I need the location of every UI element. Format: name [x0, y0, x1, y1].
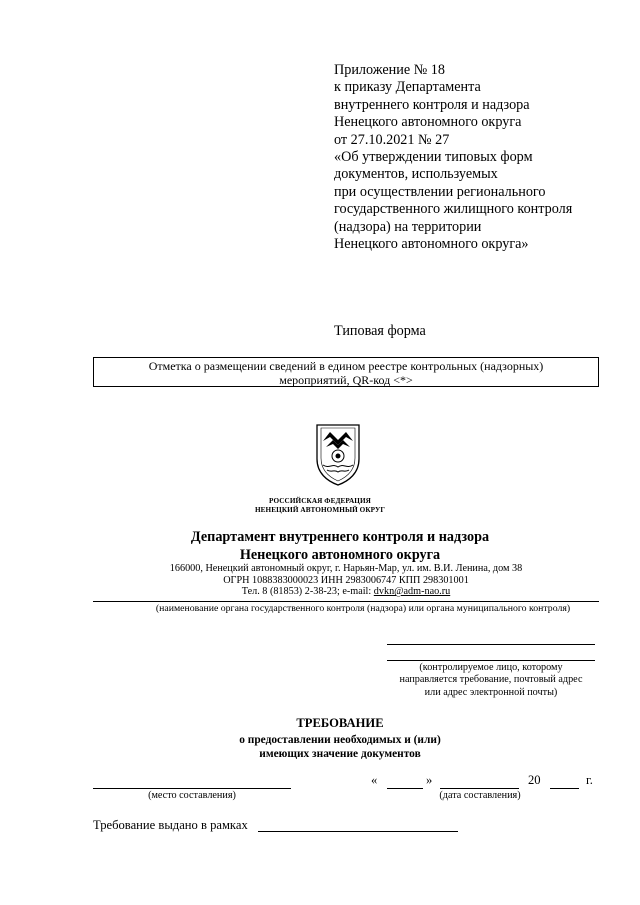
place-field[interactable] — [93, 788, 291, 789]
authority-caption: (наименование органа государственного контроля (надзора) или органа муниципального контроля) — [155, 603, 571, 614]
appendix-line: к приказу Департамента — [334, 79, 481, 96]
department-address: 166000, Ненецкий автономный округ, г. Нарьян-Мар, ул. им. В.И. Ленина, дом 38 — [169, 563, 523, 574]
department-name-line2: Ненецкого автономного округа — [239, 546, 441, 563]
issued-label: Требование выдано в рамках — [93, 818, 248, 832]
year-field[interactable] — [550, 788, 579, 789]
quote-close: » — [426, 773, 433, 787]
appendix-header — [334, 62, 634, 253]
appendix-line: при осуществлении регионального — [334, 183, 546, 200]
authority-divider — [93, 601, 599, 602]
department-address-block — [0, 563, 640, 598]
requirement-subtitle — [0, 733, 640, 761]
department-name — [0, 529, 640, 564]
recipient-line-2 — [387, 660, 595, 661]
emblem-caption-region: НЕНЕЦКИЙ АВТОНОМНЫЙ ОКРУГ — [254, 506, 386, 514]
appendix-line: (надзора) на территории — [334, 218, 482, 235]
quote-open: « — [371, 773, 378, 787]
appendix-line: Приложение № 18 — [334, 62, 445, 78]
contacts-phone: Тел. 8 (81853) 2-38-23; e-mail: — [241, 586, 374, 598]
year-prefix: 20 — [528, 773, 541, 787]
day-field[interactable] — [387, 788, 423, 789]
month-field[interactable] — [440, 788, 519, 789]
appendix-line: государственного жилищного контроля — [334, 201, 573, 218]
email-link[interactable]: dvkn@adm-nao.ru — [373, 586, 451, 598]
appendix-line: от 27.10.2021 № 27 — [334, 131, 450, 148]
appendix-line: Ненецкого автономного округа» — [334, 236, 529, 253]
department-name-line1: Департамент внутреннего контроля и надзора — [190, 529, 490, 545]
form-type-label: Типовая форма — [334, 323, 426, 339]
appendix-line: внутреннего контроля и надзора — [334, 96, 530, 113]
recipient-line-1 — [387, 644, 595, 645]
issued-field[interactable] — [258, 831, 458, 832]
registry-box-line1: Отметка о размещении сведений в едином реестре контрольных (надзорных) — [148, 359, 544, 373]
department-contacts — [0, 586, 640, 598]
recipient-caption — [387, 662, 595, 699]
recipient-caption-line3: или адрес электронной почты) — [424, 686, 558, 698]
nao-coat-of-arms-icon — [313, 423, 363, 487]
requirement-title: ТРЕБОВАНИЕ — [296, 716, 384, 730]
requirement-subtitle-line2: имеющих значение документов — [259, 748, 421, 760]
emblem-caption-country: РОССИЙСКАЯ ФЕДЕРАЦИЯ — [269, 497, 371, 505]
requirement-subtitle-line1: о предоставлении необходимых и (или) — [239, 734, 441, 746]
appendix-line: «Об утверждении типовых форм — [334, 149, 533, 166]
recipient-caption-line2: направляется требование, почтовый адрес — [399, 674, 583, 686]
date-caption: (дата составления) — [439, 790, 521, 801]
appendix-line: Ненецкого автономного округа — [334, 114, 522, 131]
registry-box-line2: мероприятий, QR-код <*> — [279, 373, 413, 387]
year-suffix: г. — [586, 773, 593, 787]
recipient-caption-line1: (контролируемое лицо, которому — [419, 662, 563, 673]
place-caption: (место составления) — [148, 790, 236, 801]
appendix-line: документов, используемых — [334, 166, 498, 183]
department-ids: ОГРН 1088383000023 ИНН 2983006747 КПП 298301001 — [223, 574, 469, 586]
registry-qr-box — [93, 357, 599, 387]
